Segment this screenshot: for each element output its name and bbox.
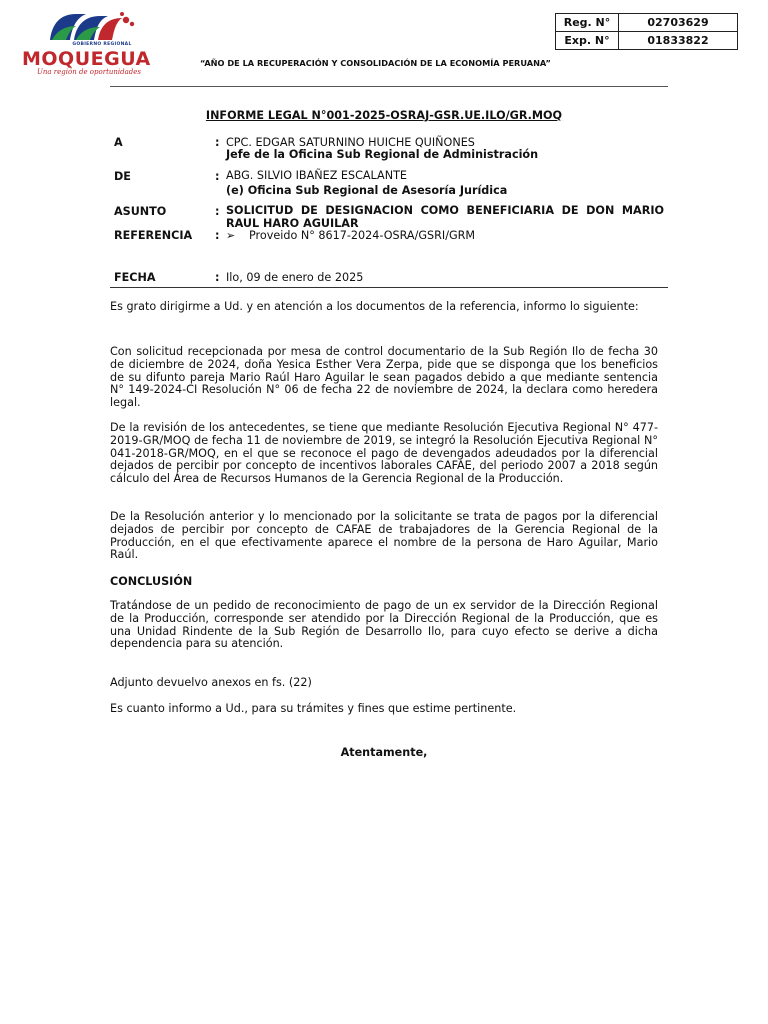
exp-row xyxy=(556,32,738,50)
closing-salutation: Atentamente, xyxy=(340,746,428,759)
subject-colon: : xyxy=(215,205,220,218)
reg-label: Reg. N° xyxy=(556,14,619,32)
subject-text: SOLICITUD DE DESIGNACION COMO BENEFICIARIA DE DON MARIO RAUL HARO AGUILAR xyxy=(226,204,664,230)
paragraph-closing-remark: Es cuanto informo a Ud., para su trámites y fines que estime pertinente. xyxy=(110,702,517,715)
reference-bullet-icon: ➢ xyxy=(226,229,236,242)
from-label: DE xyxy=(114,170,131,183)
memo-header-divider xyxy=(110,287,668,288)
registration-table xyxy=(555,13,738,50)
from-colon: : xyxy=(215,170,220,183)
logo-government-text: GOBIERNO REGIONAL xyxy=(72,42,132,47)
reg-row xyxy=(556,14,738,32)
reference-colon: : xyxy=(215,229,220,242)
from-name: ABG. SILVIO IBAÑEZ ESCALANTE xyxy=(226,169,407,182)
logo-emblem-icon xyxy=(46,10,146,42)
year-motto: “AÑO DE LA RECUPERACIÓN Y CONSOLIDACIÓN DE LA ECONOMÍA PERUANA” xyxy=(200,58,551,68)
conclusion-heading: CONCLUSIÓN xyxy=(110,575,193,588)
to-title: Jefe de la Oficina Sub Regional de Administración xyxy=(226,148,539,161)
paragraph-resolution: De la Resolución anterior y lo mencionado por la solicitante se trata de pagos por la diferencial dejados de percibir por concepto de CAFAE de trabajadores de la Gerencia Regional de la Producción, en el que efectivamente aparece el nombre de la persona de Haro Aguilar, Mario Raúl. xyxy=(110,510,658,562)
from-title: (e) Oficina Sub Regional de Asesoría Jurídica xyxy=(226,184,508,197)
paragraph-annexes: Adjunto devuelvo anexos en fs. (22) xyxy=(110,676,312,689)
exp-value: 01833822 xyxy=(619,32,738,50)
paragraph-background: De la revisión de los antecedentes, se tiene que mediante Resolución Ejecutiva Regional N° 477-2019-GR/MOQ de fecha 11 de noviembre de 2019, se integró la Resolución Ejecutiva Regional N° 041-2018-GR/MOQ, en el que se reconoce el pago de devengados adeudados por la diferencial dejados de percibir por concepto de incentivos laborales CAFAE, del periodo 2007 a 2018 según cálculo del Área de Recursos Humanos de la Gerencia Regional de la Producción. xyxy=(110,421,658,486)
to-name: CPC. EDGAR SATURNINO HUICHE QUIÑONES xyxy=(226,136,475,149)
document-title: INFORME LEGAL N°001-2025-OSRAJ-GSR.UE.ILO/GR.MOQ xyxy=(205,109,563,122)
reference-text: Proveido N° 8617-2024-OSRA/GSRI/GRM xyxy=(249,229,476,242)
date-colon: : xyxy=(215,271,220,284)
date-label: FECHA xyxy=(114,271,156,284)
paragraph-intro: Es grato dirigirme a Ud. y en atención a los documentos de la referencia, informo lo siguiente: xyxy=(110,300,639,313)
logo-city-text: MOQUEGUA xyxy=(22,48,151,70)
to-label: A xyxy=(114,136,123,149)
to-colon: : xyxy=(215,136,220,149)
date-value: Ilo, 09 de enero de 2025 xyxy=(226,271,364,284)
exp-label: Exp. N° xyxy=(556,32,619,50)
subject-label: ASUNTO xyxy=(114,205,167,218)
logo-tagline: Una región de oportunidades xyxy=(37,68,142,76)
paragraph-conclusion: Tratándose de un pedido de reconocimiento de pago de un ex servidor de la Dirección Regional de la Producción, corresponde ser atendido por la Dirección Regional de la Producción, que es una Unidad Rindente de la Sub Región de Desarrollo Ilo, para cuyo efecto se derive a dicha dependencia para su atención. xyxy=(110,599,658,651)
reference-label: REFERENCIA xyxy=(114,229,193,242)
regional-government-logo xyxy=(20,10,160,80)
reg-value: 02703629 xyxy=(619,14,738,32)
paragraph-request: Con solicitud recepcionada por mesa de control documentario de la Sub Región Ilo de fecha 30 de diciembre de 2024, doña Yesica Esther Vera Zerpa, pide que se disponga que los beneficios de su difunto pareja Mario Raúl Haro Aguilar le sean pagados debido a que mediante sentencia N° 149-2024-CI Resolución N° 06 de fecha 22 de noviembre de 2024, la declara como heredera legal. xyxy=(110,345,658,410)
header-divider xyxy=(110,86,668,87)
